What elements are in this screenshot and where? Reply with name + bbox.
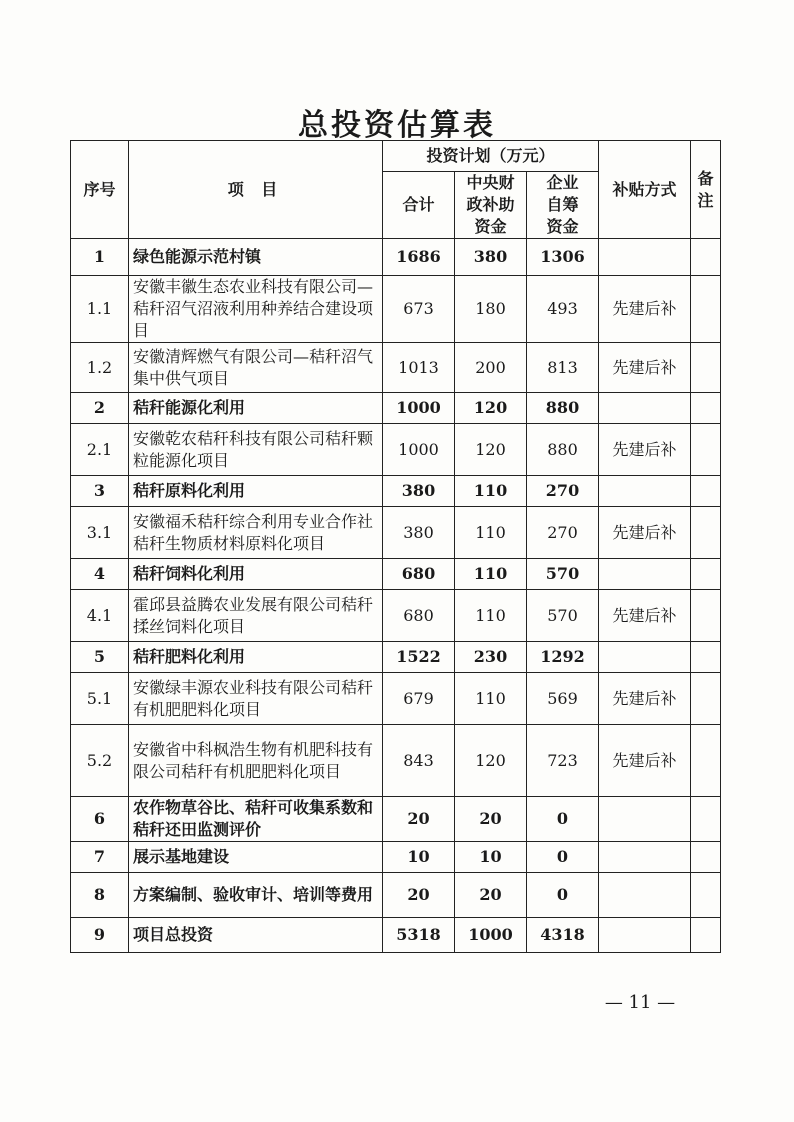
row-seq: 3 bbox=[71, 476, 129, 507]
page-number: — 11 — bbox=[604, 992, 676, 1013]
table-row bbox=[71, 343, 721, 393]
row-remark bbox=[691, 797, 721, 842]
row-self-funds: 880 bbox=[527, 424, 599, 476]
row-seq: 5.2 bbox=[71, 725, 129, 797]
table-row bbox=[71, 559, 721, 590]
table-row bbox=[71, 642, 721, 673]
table-row bbox=[71, 842, 721, 873]
row-project-name: 秸秆饲料化利用 bbox=[129, 559, 383, 590]
row-remark bbox=[691, 590, 721, 642]
header-seq: 序号 bbox=[71, 141, 129, 239]
row-subsidy-method bbox=[599, 842, 691, 873]
row-remark bbox=[691, 476, 721, 507]
row-seq: 7 bbox=[71, 842, 129, 873]
row-central-funds: 10 bbox=[455, 842, 527, 873]
row-self-funds: 270 bbox=[527, 476, 599, 507]
row-subsidy-method: 先建后补 bbox=[599, 725, 691, 797]
row-total: 1686 bbox=[383, 239, 455, 276]
row-subsidy-method: 先建后补 bbox=[599, 424, 691, 476]
row-seq: 1 bbox=[71, 239, 129, 276]
row-remark bbox=[691, 393, 721, 424]
row-remark bbox=[691, 424, 721, 476]
row-seq: 4.1 bbox=[71, 590, 129, 642]
row-total: 1013 bbox=[383, 343, 455, 393]
row-total: 1522 bbox=[383, 642, 455, 673]
row-remark bbox=[691, 559, 721, 590]
row-subsidy-method: 先建后补 bbox=[599, 343, 691, 393]
row-project-name: 秸秆肥料化利用 bbox=[129, 642, 383, 673]
row-subsidy-method bbox=[599, 393, 691, 424]
row-self-funds: 0 bbox=[527, 797, 599, 842]
table-row bbox=[71, 590, 721, 642]
header-subsidy-method: 补贴方式 bbox=[599, 141, 691, 239]
row-project-name: 霍邱县益腾农业发展有限公司秸秆揉丝饲料化项目 bbox=[129, 590, 383, 642]
row-subsidy-method bbox=[599, 918, 691, 953]
row-subsidy-method bbox=[599, 873, 691, 918]
row-total: 843 bbox=[383, 725, 455, 797]
header-remark: 备注 bbox=[691, 141, 721, 239]
row-self-funds: 723 bbox=[527, 725, 599, 797]
header-central-funds: 中央财政补助资金 bbox=[455, 172, 527, 239]
row-seq: 4 bbox=[71, 559, 129, 590]
row-self-funds: 0 bbox=[527, 873, 599, 918]
row-remark bbox=[691, 343, 721, 393]
row-seq: 8 bbox=[71, 873, 129, 918]
row-subsidy-method: 先建后补 bbox=[599, 590, 691, 642]
row-self-funds: 570 bbox=[527, 559, 599, 590]
row-seq: 6 bbox=[71, 797, 129, 842]
row-remark bbox=[691, 725, 721, 797]
row-self-funds: 880 bbox=[527, 393, 599, 424]
row-subsidy-method: 先建后补 bbox=[599, 507, 691, 559]
row-project-name: 展示基地建设 bbox=[129, 842, 383, 873]
table-row bbox=[71, 673, 721, 725]
row-central-funds: 200 bbox=[455, 343, 527, 393]
row-project-name: 安徽丰徽生态农业科技有限公司—秸秆沼气沼液利用种养结合建设项目 bbox=[129, 276, 383, 343]
row-subsidy-method bbox=[599, 239, 691, 276]
table-body bbox=[71, 239, 721, 953]
row-subsidy-method bbox=[599, 642, 691, 673]
row-self-funds: 569 bbox=[527, 673, 599, 725]
row-total: 679 bbox=[383, 673, 455, 725]
row-seq: 2 bbox=[71, 393, 129, 424]
row-self-funds: 493 bbox=[527, 276, 599, 343]
table-row bbox=[71, 239, 721, 276]
row-seq: 5 bbox=[71, 642, 129, 673]
header-self-funds: 企业自筹资金 bbox=[527, 172, 599, 239]
row-total: 380 bbox=[383, 507, 455, 559]
row-central-funds: 120 bbox=[455, 393, 527, 424]
table-row bbox=[71, 725, 721, 797]
table-row bbox=[71, 476, 721, 507]
row-total: 5318 bbox=[383, 918, 455, 953]
row-self-funds: 570 bbox=[527, 590, 599, 642]
row-central-funds: 1000 bbox=[455, 918, 527, 953]
row-seq: 3.1 bbox=[71, 507, 129, 559]
row-subsidy-method: 先建后补 bbox=[599, 673, 691, 725]
row-project-name: 秸秆原料化利用 bbox=[129, 476, 383, 507]
row-total: 1000 bbox=[383, 424, 455, 476]
row-remark bbox=[691, 918, 721, 953]
row-central-funds: 120 bbox=[455, 725, 527, 797]
row-remark bbox=[691, 673, 721, 725]
row-seq: 2.1 bbox=[71, 424, 129, 476]
row-project-name: 秸秆能源化利用 bbox=[129, 393, 383, 424]
table-row bbox=[71, 424, 721, 476]
row-self-funds: 270 bbox=[527, 507, 599, 559]
table-row bbox=[71, 507, 721, 559]
table-row bbox=[71, 276, 721, 343]
header-investment-plan: 投资计划（万元） bbox=[383, 141, 599, 172]
table-row bbox=[71, 797, 721, 842]
row-central-funds: 110 bbox=[455, 507, 527, 559]
page-title: 总投资估算表 bbox=[298, 108, 496, 143]
row-central-funds: 110 bbox=[455, 476, 527, 507]
row-total: 680 bbox=[383, 559, 455, 590]
row-self-funds: 813 bbox=[527, 343, 599, 393]
row-total: 673 bbox=[383, 276, 455, 343]
row-project-name: 绿色能源示范村镇 bbox=[129, 239, 383, 276]
row-seq: 9 bbox=[71, 918, 129, 953]
row-remark bbox=[691, 276, 721, 343]
row-central-funds: 110 bbox=[455, 590, 527, 642]
row-subsidy-method bbox=[599, 797, 691, 842]
row-seq: 1.1 bbox=[71, 276, 129, 343]
row-central-funds: 380 bbox=[455, 239, 527, 276]
header-project: 项 目 bbox=[129, 141, 383, 239]
row-project-name: 安徽绿丰源农业科技有限公司秸秆有机肥肥料化项目 bbox=[129, 673, 383, 725]
row-project-name: 安徽省中科枫浩生物有机肥科技有限公司秸秆有机肥肥料化项目 bbox=[129, 725, 383, 797]
row-subsidy-method: 先建后补 bbox=[599, 276, 691, 343]
row-subsidy-method bbox=[599, 476, 691, 507]
row-seq: 5.1 bbox=[71, 673, 129, 725]
row-central-funds: 110 bbox=[455, 673, 527, 725]
row-project-name: 安徽福禾秸秆综合利用专业合作社秸秆生物质材料原料化项目 bbox=[129, 507, 383, 559]
row-total: 10 bbox=[383, 842, 455, 873]
table-row bbox=[71, 393, 721, 424]
row-subsidy-method bbox=[599, 559, 691, 590]
row-project-name: 安徽清辉燃气有限公司—秸秆沼气集中供气项目 bbox=[129, 343, 383, 393]
row-self-funds: 1306 bbox=[527, 239, 599, 276]
row-total: 1000 bbox=[383, 393, 455, 424]
row-project-name: 方案编制、验收审计、培训等费用 bbox=[129, 873, 383, 918]
row-central-funds: 20 bbox=[455, 873, 527, 918]
row-central-funds: 230 bbox=[455, 642, 527, 673]
row-remark bbox=[691, 642, 721, 673]
row-project-name: 安徽乾农秸秆科技有限公司秸秆颗粒能源化项目 bbox=[129, 424, 383, 476]
row-total: 380 bbox=[383, 476, 455, 507]
investment-estimate-table bbox=[70, 140, 721, 953]
row-remark bbox=[691, 873, 721, 918]
row-remark bbox=[691, 842, 721, 873]
row-self-funds: 4318 bbox=[527, 918, 599, 953]
row-remark bbox=[691, 507, 721, 559]
row-central-funds: 20 bbox=[455, 797, 527, 842]
row-central-funds: 110 bbox=[455, 559, 527, 590]
row-project-name: 项目总投资 bbox=[129, 918, 383, 953]
row-total: 20 bbox=[383, 873, 455, 918]
row-total: 20 bbox=[383, 797, 455, 842]
row-remark bbox=[691, 239, 721, 276]
row-self-funds: 1292 bbox=[527, 642, 599, 673]
row-total: 680 bbox=[383, 590, 455, 642]
row-self-funds: 0 bbox=[527, 842, 599, 873]
table-row bbox=[71, 918, 721, 953]
header-total: 合计 bbox=[383, 172, 455, 239]
row-project-name: 农作物草谷比、秸秆可收集系数和秸秆还田监测评价 bbox=[129, 797, 383, 842]
row-central-funds: 180 bbox=[455, 276, 527, 343]
row-central-funds: 120 bbox=[455, 424, 527, 476]
table-row bbox=[71, 873, 721, 918]
row-seq: 1.2 bbox=[71, 343, 129, 393]
